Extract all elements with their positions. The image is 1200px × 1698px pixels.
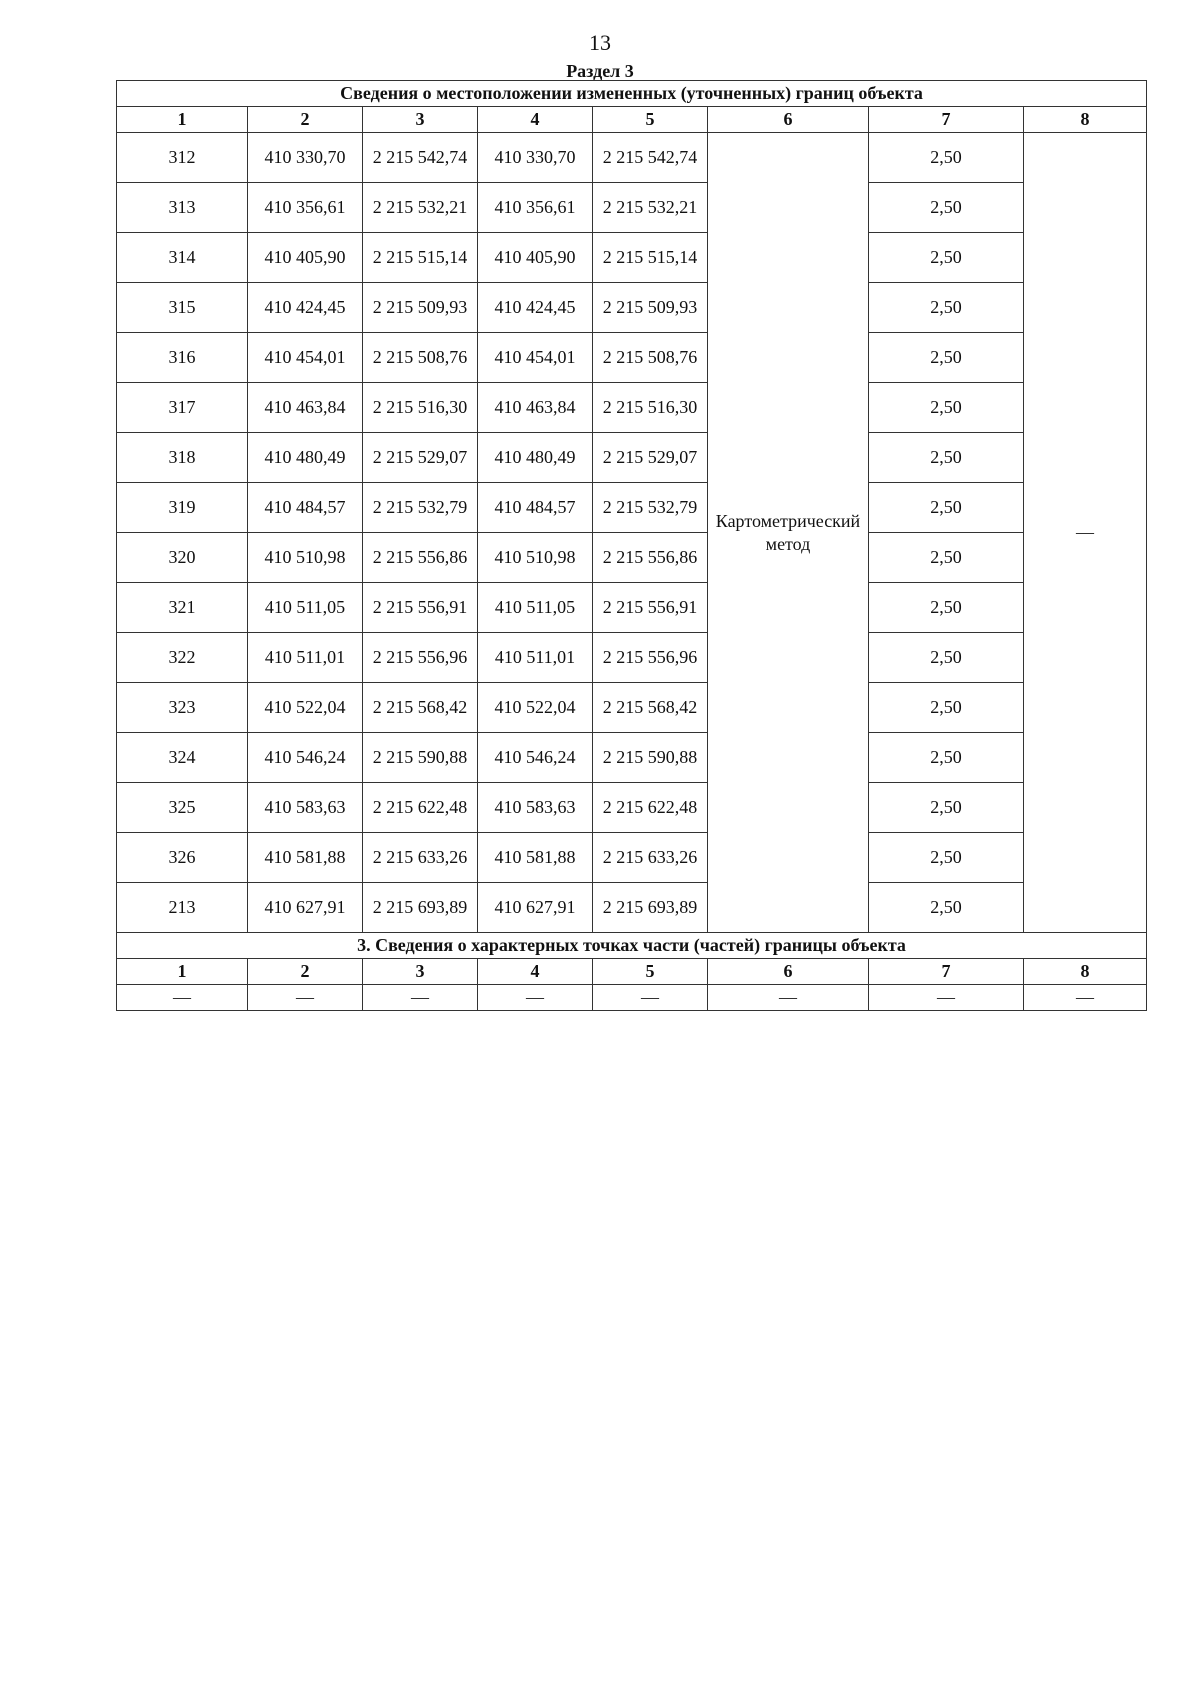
table-row [117,633,1147,683]
accuracy-cell: 2,50 [869,183,1024,233]
x-new-cell: 410 583,63 [478,783,593,833]
table2-cell-4: — [478,985,593,1011]
method-cell: Картометрический метод [708,133,869,933]
accuracy-cell: 2,50 [869,833,1024,883]
y-existing-cell: 2 215 542,74 [363,133,478,183]
table2-empty-row [117,985,1147,1011]
x-existing-cell: 410 511,05 [248,583,363,633]
accuracy-cell: 2,50 [869,283,1024,333]
y-new-cell: 2 215 556,96 [593,633,708,683]
x-existing-cell: 410 511,01 [248,633,363,683]
point-number-cell: 315 [117,283,248,333]
page-number: 13 [589,30,611,55]
x-existing-cell: 410 405,90 [248,233,363,283]
y-existing-cell: 2 215 532,79 [363,483,478,533]
table-row [117,883,1147,933]
x-existing-cell: 410 463,84 [248,383,363,433]
table-row [117,233,1147,283]
y-new-cell: 2 215 532,79 [593,483,708,533]
x-new-cell: 410 454,01 [478,333,593,383]
point-number-cell: 325 [117,783,248,833]
accuracy-cell: 2,50 [869,633,1024,683]
x-new-cell: 410 424,45 [478,283,593,333]
x-new-cell: 410 546,24 [478,733,593,783]
x-new-cell: 410 511,05 [478,583,593,633]
x-new-cell: 410 511,01 [478,633,593,683]
y-new-cell: 2 215 509,93 [593,283,708,333]
table2-header-3: 3 [363,959,478,985]
x-new-cell: 410 480,49 [478,433,593,483]
table2-caption-row [117,933,1147,959]
point-number-cell: 322 [117,633,248,683]
table-row [117,583,1147,633]
table1-caption: Сведения о местоположении измененных (уточненных) границ объекта [117,81,1147,107]
accuracy-cell: 2,50 [869,783,1024,833]
table1-header-8: 8 [1024,107,1147,133]
y-existing-cell: 2 215 515,14 [363,233,478,283]
table-row [117,433,1147,483]
point-number-cell: 313 [117,183,248,233]
y-new-cell: 2 215 556,91 [593,583,708,633]
table2-header-6: 6 [708,959,869,985]
table2-caption: 3. Сведения о характерных точках части (частей) границы объекта [117,933,1147,959]
y-existing-cell: 2 215 590,88 [363,733,478,783]
x-existing-cell: 410 330,70 [248,133,363,183]
accuracy-cell: 2,50 [869,383,1024,433]
table-row [117,783,1147,833]
accuracy-cell: 2,50 [869,133,1024,183]
table2-cell-2: — [248,985,363,1011]
y-existing-cell: 2 215 568,42 [363,683,478,733]
x-new-cell: 410 581,88 [478,833,593,883]
x-new-cell: 410 484,57 [478,483,593,533]
accuracy-cell: 2,50 [869,333,1024,383]
table1-header-2: 2 [248,107,363,133]
y-existing-cell: 2 215 529,07 [363,433,478,483]
table1-header-3: 3 [363,107,478,133]
table1-header-7: 7 [869,107,1024,133]
y-new-cell: 2 215 508,76 [593,333,708,383]
x-new-cell: 410 463,84 [478,383,593,433]
table2-cell-5: — [593,985,708,1011]
x-new-cell: 410 510,98 [478,533,593,583]
y-existing-cell: 2 215 556,96 [363,633,478,683]
point-number-cell: 321 [117,583,248,633]
x-existing-cell: 410 484,57 [248,483,363,533]
table2-header-5: 5 [593,959,708,985]
accuracy-cell: 2,50 [869,533,1024,583]
point-number-cell: 317 [117,383,248,433]
x-existing-cell: 410 581,88 [248,833,363,883]
x-existing-cell: 410 627,91 [248,883,363,933]
x-new-cell: 410 356,61 [478,183,593,233]
accuracy-cell: 2,50 [869,483,1024,533]
section-title: Раздел 3 [566,61,634,81]
y-existing-cell: 2 215 509,93 [363,283,478,333]
table2-header-1: 1 [117,959,248,985]
x-existing-cell: 410 480,49 [248,433,363,483]
table-row [117,283,1147,333]
x-existing-cell: 410 583,63 [248,783,363,833]
point-number-cell: 326 [117,833,248,883]
y-new-cell: 2 215 556,86 [593,533,708,583]
point-number-cell: 324 [117,733,248,783]
accuracy-cell: 2,50 [869,583,1024,633]
point-number-cell: 314 [117,233,248,283]
x-new-cell: 410 405,90 [478,233,593,283]
y-existing-cell: 2 215 556,86 [363,533,478,583]
point-number-cell: 320 [117,533,248,583]
accuracy-cell: 2,50 [869,733,1024,783]
table2-header-7: 7 [869,959,1024,985]
y-new-cell: 2 215 516,30 [593,383,708,433]
y-existing-cell: 2 215 693,89 [363,883,478,933]
table2-cell-1: — [117,985,248,1011]
table-row [117,533,1147,583]
accuracy-cell: 2,50 [869,683,1024,733]
coordinates-table [116,80,1147,1011]
point-number-cell: 319 [117,483,248,533]
table-row [117,483,1147,533]
point-number-cell: 323 [117,683,248,733]
y-existing-cell: 2 215 532,21 [363,183,478,233]
y-existing-cell: 2 215 516,30 [363,383,478,433]
x-new-cell: 410 627,91 [478,883,593,933]
table1-header-5: 5 [593,107,708,133]
description-cell: — [1024,133,1147,933]
table2-cell-8: — [1024,985,1147,1011]
y-new-cell: 2 215 532,21 [593,183,708,233]
table-row [117,183,1147,233]
y-existing-cell: 2 215 633,26 [363,833,478,883]
y-existing-cell: 2 215 556,91 [363,583,478,633]
point-number-cell: 213 [117,883,248,933]
table2-header-4: 4 [478,959,593,985]
table-row [117,683,1147,733]
x-new-cell: 410 522,04 [478,683,593,733]
point-number-cell: 316 [117,333,248,383]
table1-header-4: 4 [478,107,593,133]
x-existing-cell: 410 356,61 [248,183,363,233]
x-existing-cell: 410 522,04 [248,683,363,733]
table-row [117,333,1147,383]
accuracy-cell: 2,50 [869,433,1024,483]
x-existing-cell: 410 454,01 [248,333,363,383]
y-new-cell: 2 215 693,89 [593,883,708,933]
table-row [117,833,1147,883]
point-number-cell: 318 [117,433,248,483]
y-existing-cell: 2 215 508,76 [363,333,478,383]
table-row [117,133,1147,183]
x-existing-cell: 410 510,98 [248,533,363,583]
y-new-cell: 2 215 515,14 [593,233,708,283]
table1-header-6: 6 [708,107,869,133]
table2-cell-6: — [708,985,869,1011]
table1-header-row [117,107,1147,133]
table1-caption-row [117,81,1147,107]
point-number-cell: 312 [117,133,248,183]
y-new-cell: 2 215 590,88 [593,733,708,783]
y-new-cell: 2 215 622,48 [593,783,708,833]
x-existing-cell: 410 546,24 [248,733,363,783]
y-new-cell: 2 215 529,07 [593,433,708,483]
y-new-cell: 2 215 542,74 [593,133,708,183]
table-row [117,383,1147,433]
table2-header-2: 2 [248,959,363,985]
table-body [117,81,1147,1011]
table2-cell-7: — [869,985,1024,1011]
table2-header-8: 8 [1024,959,1147,985]
x-existing-cell: 410 424,45 [248,283,363,333]
table2-header-row [117,959,1147,985]
table2-cell-3: — [363,985,478,1011]
accuracy-cell: 2,50 [869,883,1024,933]
y-new-cell: 2 215 633,26 [593,833,708,883]
table1-header-1: 1 [117,107,248,133]
accuracy-cell: 2,50 [869,233,1024,283]
y-existing-cell: 2 215 622,48 [363,783,478,833]
y-new-cell: 2 215 568,42 [593,683,708,733]
table-row [117,733,1147,783]
x-new-cell: 410 330,70 [478,133,593,183]
